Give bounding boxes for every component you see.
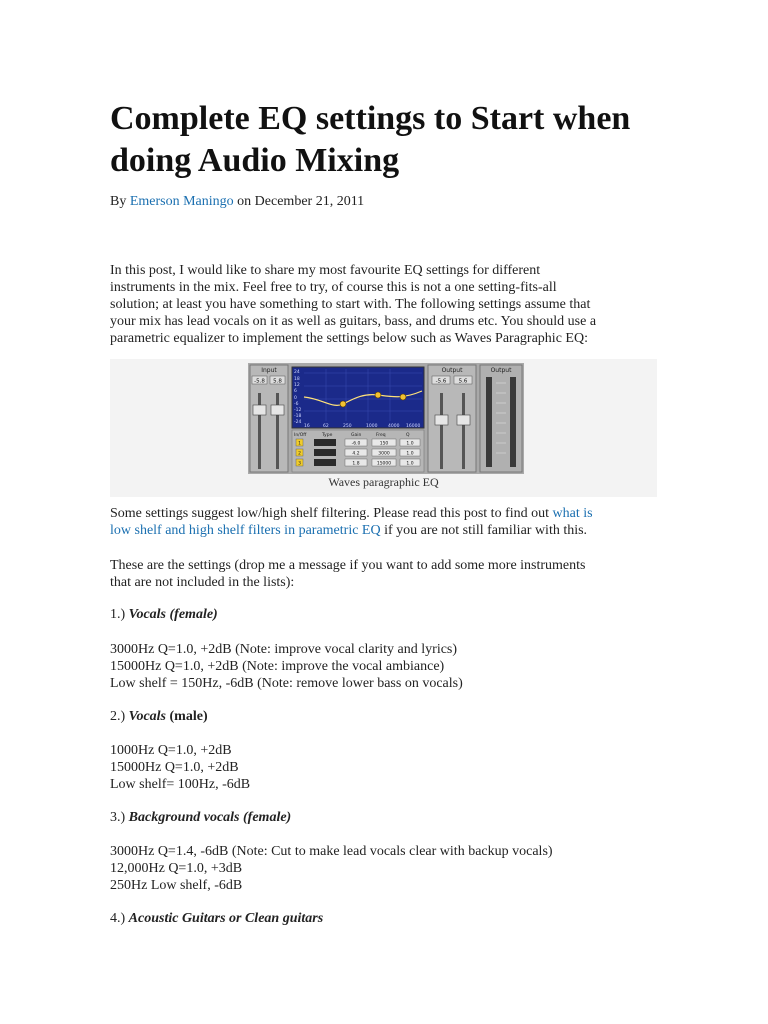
svg-text:15000: 15000	[376, 461, 392, 467]
svg-text:Output: Output	[441, 367, 463, 374]
setting-line: 15000Hz Q=1.0, +2dB	[110, 760, 239, 775]
svg-text:16000: 16000	[406, 424, 421, 429]
setting-line: 3000Hz Q=1.0, +2dB (Note: improve vocal clarity and lyrics)	[110, 642, 458, 657]
svg-text:24: 24	[294, 370, 300, 375]
section-heading: 4.) Acoustic Guitars or Clean guitars	[110, 911, 324, 926]
svg-text:-5.6: -5.6	[435, 378, 447, 385]
author-link[interactable]: Emerson Maningo	[129, 194, 234, 209]
setting-line: 1000Hz Q=1.0, +2dB	[110, 743, 232, 758]
intro-line: instruments in the mix. Feel free to try, of course this is not a one setting-fits-all	[110, 280, 557, 295]
shelf-text: Some settings suggest low/high shelf filtering. Please read this post to find out	[110, 506, 553, 521]
setting-line: 15000Hz Q=1.0, +2dB (Note: improve the vocal ambiance)	[110, 659, 445, 674]
svg-text:4.2: 4.2	[352, 451, 360, 457]
svg-text:Freq: Freq	[376, 433, 386, 438]
waves-eq-plugin-image	[248, 363, 524, 474]
section-title: Background vocals (female)	[128, 810, 292, 825]
eq-figure	[110, 359, 657, 497]
svg-text:-6.0: -6.0	[351, 441, 361, 447]
setting-line: 12,000Hz Q=1.0, +3dB	[110, 861, 243, 876]
svg-text:In/Off: In/Off	[294, 433, 307, 438]
setting-line: Low shelf = 150Hz, -6dB (Note: remove lower bass on vocals)	[110, 676, 463, 691]
svg-text:Type: Type	[322, 433, 333, 438]
svg-text:3000: 3000	[378, 451, 390, 457]
section-title: Acoustic Guitars or Clean guitars	[128, 911, 324, 926]
section-title-suffix: (male)	[169, 709, 208, 724]
shelf-filters-link-cont[interactable]: low shelf and high shelf filters in parametric EQ	[110, 523, 381, 538]
section-body	[110, 742, 655, 793]
setting-line: 3000Hz Q=1.4, -6dB (Note: Cut to make lead vocals clear with backup vocals)	[110, 844, 553, 859]
setting-line: 250Hz Low shelf, -6dB	[110, 878, 243, 893]
intro-line: your mix has lead vocals on it as well as guitars, bass, and drums etc. You should use a	[110, 314, 597, 329]
svg-text:250: 250	[343, 424, 352, 429]
svg-text:Output: Output	[490, 367, 512, 374]
intro-paragraph	[110, 262, 655, 347]
svg-text:1: 1	[298, 441, 301, 447]
shelf-filters-link[interactable]: what is	[552, 506, 593, 521]
input-fader-right	[271, 405, 284, 415]
figure-caption: Waves paragraphic EQ	[328, 475, 439, 489]
svg-text:5.6: 5.6	[458, 378, 468, 385]
eq-band-node-1	[340, 401, 346, 407]
input-value-right: 5.8	[273, 378, 282, 385]
section-heading: 3.) Background vocals (female)	[110, 810, 292, 825]
svg-text:-6: -6	[294, 402, 299, 407]
svg-text:4000: 4000	[388, 424, 400, 429]
svg-text:62: 62	[323, 424, 329, 429]
svg-text:3: 3	[298, 461, 301, 467]
svg-text:Q: Q	[406, 433, 410, 438]
input-value-left: -5.8	[254, 378, 265, 385]
svg-text:16: 16	[304, 424, 310, 429]
byline	[110, 193, 364, 210]
section-title: Vocals	[128, 709, 167, 724]
svg-text:0: 0	[294, 396, 297, 401]
svg-text:-18: -18	[294, 414, 302, 419]
intro-line: In this post, I would like to share my most favourite EQ settings for different	[110, 263, 541, 278]
eq-band-node-2	[375, 392, 381, 398]
section-body	[110, 641, 655, 692]
svg-text:1.8: 1.8	[352, 461, 360, 467]
svg-text:12: 12	[294, 383, 300, 388]
svg-text:Gain: Gain	[351, 433, 362, 438]
svg-text:1.0: 1.0	[406, 441, 414, 447]
input-label: Input	[261, 367, 277, 374]
eq-band-node-3	[400, 394, 406, 400]
shelf-paragraph	[110, 505, 655, 539]
byline-date: on December 21, 2011	[237, 194, 365, 209]
section-body	[110, 843, 655, 894]
settings-intro-line: that are not included in the lists):	[110, 575, 295, 590]
svg-text:6: 6	[294, 389, 297, 394]
setting-line: Low shelf= 100Hz, -6dB	[110, 777, 251, 792]
section-title: Vocals (female)	[128, 607, 218, 622]
svg-text:18: 18	[294, 377, 300, 382]
settings-intro-paragraph	[110, 557, 655, 591]
output-fader-left	[435, 415, 448, 425]
svg-text:150: 150	[379, 441, 389, 447]
shelf-text: if you are not still familiar with this.	[380, 523, 588, 538]
byline-prefix: By	[110, 194, 127, 209]
svg-text:-12: -12	[294, 408, 302, 413]
svg-text:2: 2	[298, 451, 301, 457]
svg-text:1.0: 1.0	[406, 451, 414, 457]
intro-line: parametric equalizer to implement the settings below such as Waves Paragraphic EQ:	[110, 331, 588, 346]
svg-text:1000: 1000	[366, 424, 378, 429]
output-fader-right	[457, 415, 470, 425]
shelf-line	[110, 505, 655, 522]
intro-line: solution; at least you have something to start with. The following settings assume that	[110, 297, 591, 312]
input-fader-left	[253, 405, 266, 415]
shelf-line	[110, 522, 655, 539]
section-heading: 1.) Vocals (female)	[110, 607, 218, 622]
page-title: Complete EQ settings to Start when doing Audio Mixing	[110, 100, 631, 179]
svg-text:-24: -24	[294, 420, 302, 425]
section-heading: 2.) Vocals (male)	[110, 709, 208, 724]
settings-intro-line: These are the settings (drop me a message if you want to add some more instruments	[110, 558, 586, 573]
svg-text:1.0: 1.0	[406, 461, 414, 467]
